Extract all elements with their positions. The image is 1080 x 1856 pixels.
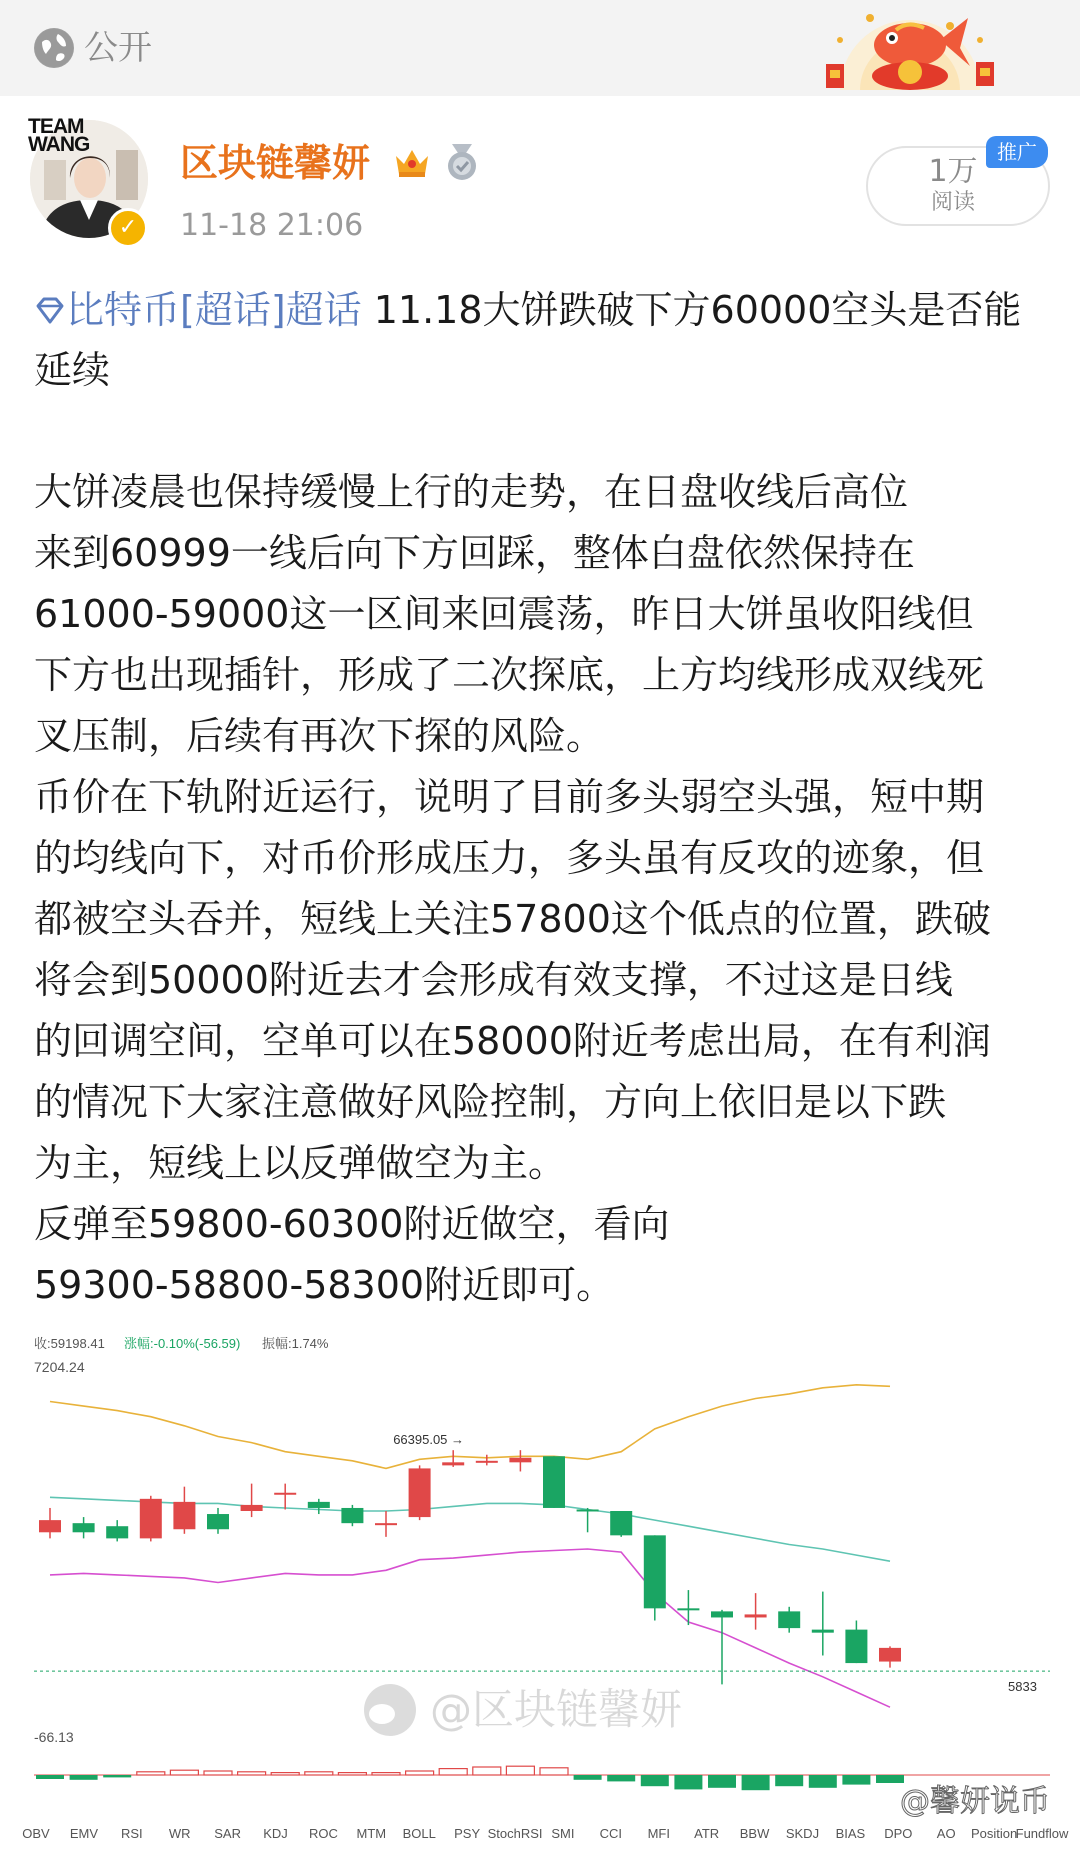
crown-icon[interactable] <box>392 144 432 180</box>
candle-body <box>173 1502 195 1529</box>
osc-bar <box>103 1775 131 1777</box>
osc-bar <box>70 1775 98 1780</box>
candle-body <box>308 1502 330 1508</box>
candle-body <box>140 1499 162 1539</box>
osc-bar <box>842 1775 870 1785</box>
indicator-tab[interactable]: DPO <box>884 1826 913 1841</box>
indicator-tab[interactable]: MFI <box>647 1826 670 1841</box>
indicator-tab[interactable]: Fundflow <box>1015 1826 1069 1841</box>
indicator-tab[interactable]: SMI <box>551 1826 575 1841</box>
indicator-tab[interactable]: ATR <box>694 1826 720 1841</box>
candle-body <box>711 1611 733 1617</box>
corner-watermark: @馨妍说币 <box>900 1784 1050 1819</box>
paragraph-1: 大饼凌晨也保持缓慢上行的走势，在日盘收线后高位 来到60999一线后向下方回踩，整体白盘依然保持在 61000-59000这一区间来回震荡，昨日大饼虽收阳线但 下方也出现插针，形成了二次探底，上方均线形成双线死 叉压制，后续有再次下探的风险。 <box>34 470 985 758</box>
osc-value: -66.13 <box>34 1729 74 1745</box>
candle-body <box>442 1462 464 1465</box>
candle-body <box>39 1520 61 1532</box>
osc-bar <box>809 1775 837 1788</box>
info-amplitude: 振幅:1.74% <box>262 1336 329 1351</box>
indicator-tab[interactable]: WR <box>168 1826 191 1841</box>
indicator-tab[interactable]: CCI <box>599 1826 623 1841</box>
info-close: 收:59198.41 <box>34 1336 105 1351</box>
top-bar <box>0 0 1080 96</box>
medal-icon[interactable] <box>444 142 480 182</box>
indicator-tab[interactable]: AO <box>936 1826 956 1841</box>
osc-bar <box>574 1775 602 1780</box>
chart-image[interactable] <box>0 1330 1080 1856</box>
verified-icon: ✓ <box>108 208 148 248</box>
candle-body <box>610 1511 632 1535</box>
chart-background <box>0 1330 1080 1856</box>
osc-bar <box>708 1775 736 1788</box>
candle-body <box>207 1514 229 1529</box>
candle-body <box>778 1611 800 1628</box>
koi-fish-new-year-icon <box>800 0 1020 100</box>
indicator-tab[interactable]: RSI <box>120 1826 143 1841</box>
indicator-tab[interactable]: SKDJ <box>785 1826 820 1841</box>
candle-body <box>812 1630 834 1633</box>
osc-bar <box>775 1775 803 1786</box>
visibility-label: 公开 <box>84 28 152 68</box>
low-marker: 5833 <box>1008 1679 1037 1695</box>
candle-body <box>241 1505 263 1511</box>
indicator-tab[interactable]: ROC <box>308 1826 338 1841</box>
candle-body <box>577 1509 599 1511</box>
post-headline <box>34 280 1044 400</box>
indicator-tab[interactable]: MTM <box>356 1826 387 1841</box>
high-marker: 66395.05 → <box>393 1432 465 1448</box>
osc-bar <box>674 1775 702 1789</box>
candle-body <box>274 1493 296 1495</box>
osc-bar <box>876 1775 904 1783</box>
candle-body <box>677 1608 699 1610</box>
post-timestamp: 11-18 21:06 <box>180 208 364 243</box>
diamond-icon <box>34 296 66 326</box>
topic-link[interactable]: 比特币[超话]超话 <box>34 288 362 332</box>
post-body <box>34 462 1049 1316</box>
views-count: 1万 <box>928 154 978 189</box>
candle-body <box>845 1630 867 1663</box>
candle-body <box>409 1468 431 1517</box>
candle-body <box>879 1648 901 1662</box>
indicator-tab[interactable]: BIAS <box>835 1826 866 1841</box>
indicator-tab[interactable]: PSY <box>454 1826 481 1841</box>
indicator-tab[interactable]: OBV <box>22 1826 50 1841</box>
indicator-tab[interactable]: BOLL <box>402 1826 436 1841</box>
indicator-tab[interactable]: EMV <box>69 1826 98 1841</box>
indicator-tab[interactable]: StochRSI <box>487 1826 543 1841</box>
indicator-tab[interactable]: KDJ <box>263 1826 288 1841</box>
paragraph-2: 币价在下轨附近运行，说明了目前多头弱空头强，短中期 的均线向下，对币价形成压力，多头虽有反攻的迹象，但 都被空头吞并，短线上关注57800这个低点的位置，跌破 将会到50000附近去才会形成有效支撑，不过这是日线 的回调空间，空单可以在58000附近考虑出局，在有利润 的情况下大家注意做好风险控制，方向上依旧是以下跌 为主，短线上以反弹做空为主。 <box>34 775 991 1185</box>
indicator-tab[interactable]: BBW <box>739 1826 770 1841</box>
author-name[interactable]: 区块链馨妍 <box>180 141 371 185</box>
indicator-tab[interactable]: Position <box>970 1826 1018 1841</box>
globe-icon <box>34 28 74 68</box>
osc-bar <box>607 1775 635 1781</box>
paragraph-3: 反弹至59800-60300附近做空，看向 59300-58800-58300附近即可。 <box>34 1202 670 1307</box>
candle-body <box>543 1456 565 1508</box>
post-title: 11.18大饼跌破下方60000空头是否能延续 <box>34 288 1022 392</box>
candle-body <box>375 1523 397 1525</box>
team-wang-logo: TEAM WANG <box>28 115 90 156</box>
osc-bar <box>36 1775 64 1779</box>
candle-body <box>341 1508 363 1523</box>
candle-body <box>745 1614 767 1617</box>
indicator-tab[interactable]: SAR <box>214 1826 241 1841</box>
info-change: 涨幅:-0.10%(-56.59) <box>124 1336 241 1351</box>
candle-body <box>476 1461 498 1463</box>
top-value: 7204.24 <box>34 1359 85 1375</box>
views-label: 阅读 <box>930 190 975 215</box>
candle-body <box>73 1523 95 1532</box>
candle-body <box>106 1526 128 1538</box>
candle-body <box>509 1458 531 1463</box>
osc-bar <box>641 1775 669 1786</box>
candle-body <box>644 1535 666 1608</box>
promo-badge: 推广 <box>986 136 1048 168</box>
osc-bar <box>742 1775 770 1790</box>
weibo-watermark-text: @区块链馨妍 <box>430 1685 683 1734</box>
